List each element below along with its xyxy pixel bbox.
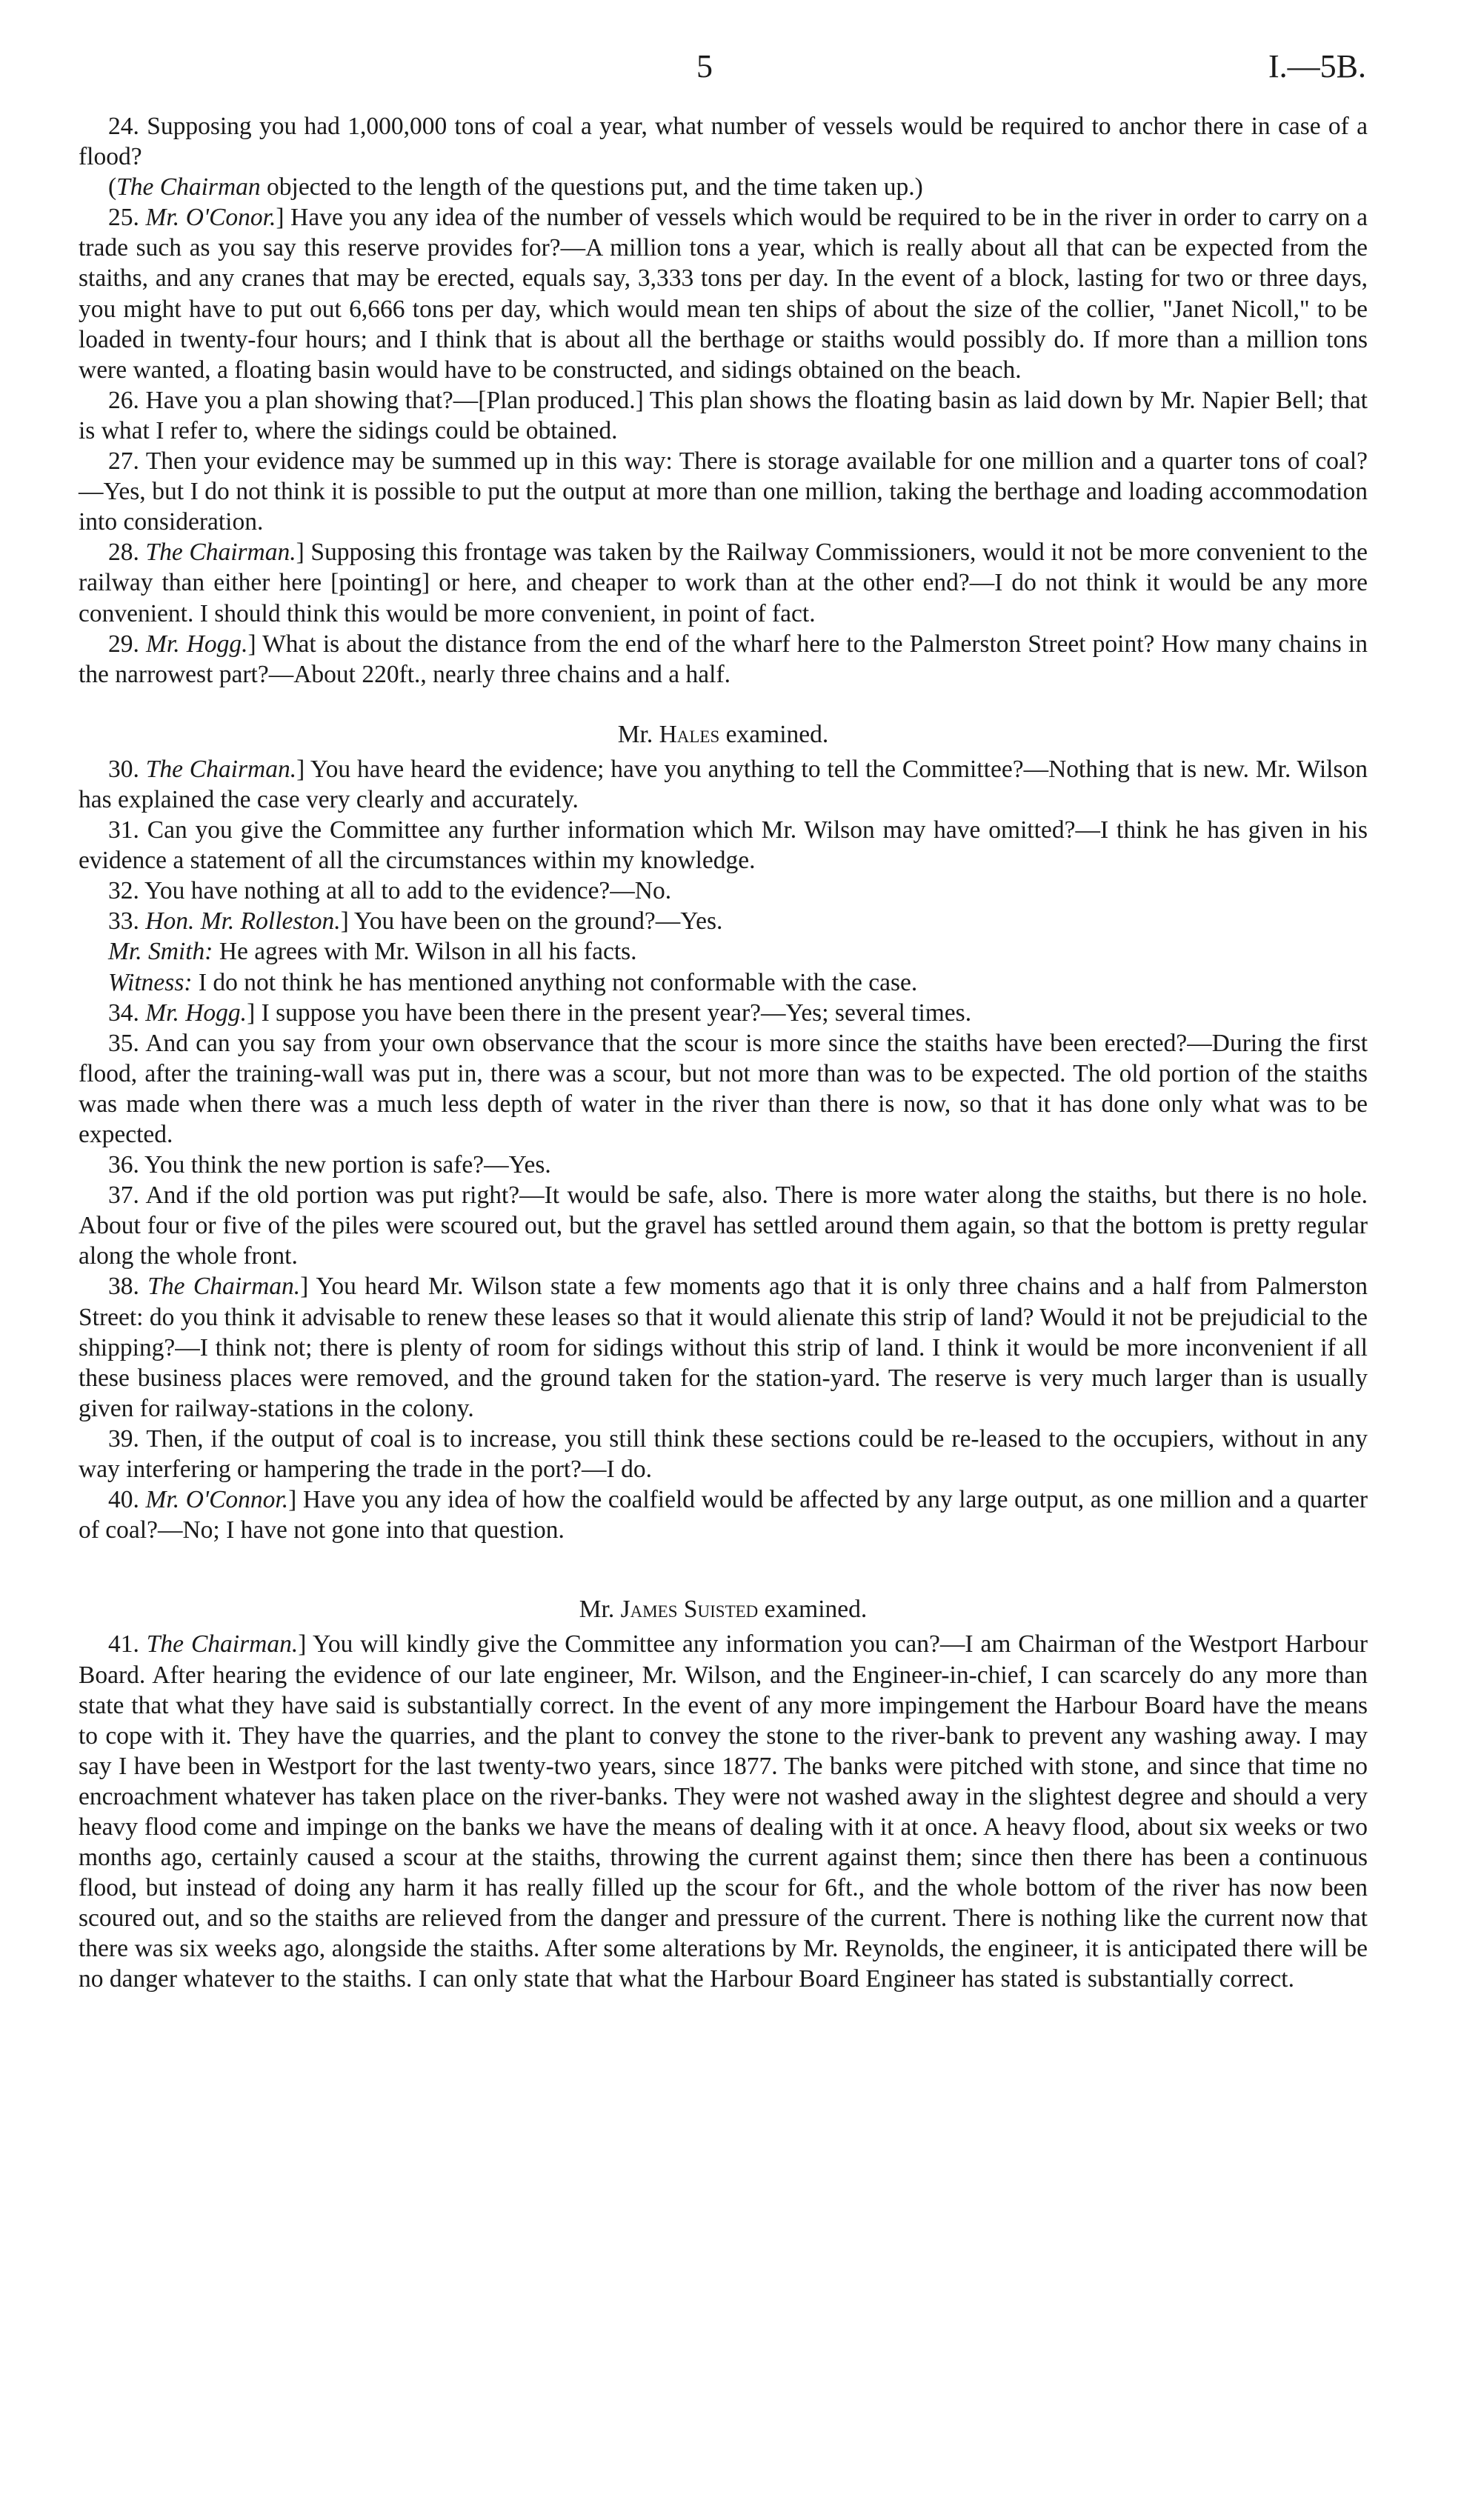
question-number: 36.: [108, 1151, 139, 1179]
paragraph-text: I suppose you have been there in the present year?—Yes; several times.: [261, 999, 972, 1027]
question-number: 24.: [108, 113, 139, 140]
paragraph-text: Supposing you had 1,000,000 tons of coal a year, what number of vessels would be required to anchor there in case of a flood?: [79, 113, 1368, 171]
paragraph-witness: [79, 967, 1368, 998]
paragraph-note: (The Chairman objected to the length of the questions put, and the time taken up.): [108, 173, 923, 201]
question-number: 29.: [108, 630, 139, 658]
paragraph-q38: 38. The Chairman.] You heard Mr. Wilson state a few moments ago that it is only three chains and a half from Palmerston Street: do you think it advisable to renew these leases so that it would alienate this strip of land? Would it not be prejudicial to the shipping?—I think not; there is plenty of room for sidings without this strip of land. I think it would be more inconvenient if all these business places were removed, and the ground taken for the station-yard. The reserve is very much larger than is usually given for railway-stations in the colony.: [79, 1273, 1368, 1422]
section-heading-suisted: Mr. James Suisted examined.: [579, 1596, 868, 1624]
paragraph-q28: 28. The Chairman.] Supposing this frontage was taken by the Railway Commissioners, would it not be more convenient to the railway than either here [pointing] or here, and cheaper to work than at the other end?—I do not think it would be any more convenient. I should think this would be more convenient, in point of fact.: [79, 539, 1368, 627]
paragraph-q36: [79, 1150, 1368, 1180]
speaker-name: Mr. O'Conor.: [145, 204, 276, 232]
paragraph-q26: [79, 385, 1368, 446]
question-number: 40.: [108, 1486, 139, 1514]
speaker-name: The Chairman.: [146, 1630, 299, 1659]
speaker-name: Mr. Hogg.: [145, 630, 248, 658]
paragraph-q40: 40. Mr. O'Connor.] Have you any idea of how the coalfield would be affected by any large output, as one million and a quarter of coal?—No; I have not gone into that question.: [79, 1486, 1368, 1544]
document-body: [79, 111, 1368, 1995]
paragraph-text: Can you give the Committee any further information which Mr. Wilson may have omitted?—I think he has given in his evidence a statement of all the circumstances within my knowledge.: [79, 816, 1368, 875]
speaker-name: Witness:: [108, 968, 193, 996]
paragraph-text: objected to the length of the questions put, and the time taken up.): [267, 173, 923, 201]
paragraph-q41: 41. The Chairman.] You will kindly give the Committee any information you can?—I am Chairman of the Westport Harbour Board. After hearing the evidence of our late engineer, Mr. Wilson, and the Engineer-in-chief, I can scarcely do any more than state that what they have said is substantially correct. In the event of any more impingement the Harbour Board have the means to cope with it. They have the quarries, and the plant to convey the stone to the river-bank to prevent any washing away. I may say I have been in Westport for the last twenty-two years, since 1877. The banks were pitched with stone, and since that time no encroachment whatever has taken place on the river-banks. They were not washed away in the slightest degree and should a very heavy flood come and impinge on the banks we have the means of dealing with it at once. A heavy flood, about six weeks or two months ago, certainly caused a scour at the staiths, throwing the current against them; since then there has been a continuous flood, but instead of doing any harm it has really filled up the scour for 6ft., and the whole bottom of the river has now been scoured out, and so the staiths are relieved from the danger and pressure of the current. There is nothing like the current now that there was six weeks ago, alongside the staiths. After some alterations by Mr. Reynolds, the engineer, it is anticipated there will be no danger whatever to the staiths. I can only state that what the Harbour Board Engineer has stated is substantially correct.: [79, 1630, 1368, 1993]
question-number: 31.: [108, 816, 139, 844]
question-number: 38.: [108, 1273, 139, 1301]
question-number: 30.: [108, 755, 139, 783]
question-number: 39.: [108, 1424, 139, 1453]
paragraph-q27: [79, 446, 1368, 537]
paragraph-text: And can you say from your own observance that the scour is more since the staiths have been erected?—During the first flood, after the training-wall was put in, there was a scour, but not more than was to be expected. The old portion of the staiths was made when there was a much less depth of water in the river than there is now, so that it has done only what was to be expected.: [79, 1029, 1368, 1148]
paragraph-text: You have heard the evidence; have you anything to tell the Committee?—Nothing that is new. Mr. Wilson has explained the case very clearly and accurately.: [79, 755, 1368, 813]
speaker-name: Mr. Hogg.: [145, 999, 247, 1027]
paragraph-text: You think the new portion is safe?—Yes.: [144, 1151, 551, 1179]
paragraph-q31: [79, 815, 1368, 876]
page-number: 5: [696, 48, 713, 84]
paragraph-q32: [79, 876, 1368, 906]
speaker-name: Hon. Mr. Rolleston.: [145, 907, 341, 936]
paragraph-q34: 34. Mr. Hogg.] I suppose you have been there in the present year?—Yes; several times.: [108, 999, 972, 1027]
speaker-name: The Chairman: [116, 173, 261, 201]
question-number: 37.: [108, 1181, 139, 1210]
paragraph-text: Have you any idea of how the coalfield would be affected by any large output, as one million and a quarter of coal?—No; I have not gone into that question.: [79, 1486, 1368, 1544]
paragraph-q33: 33. Hon. Mr. Rolleston.] You have been on the ground?—Yes.: [108, 907, 723, 936]
paragraph-q30: 30. The Chairman.] You have heard the evidence; have you anything to tell the Committee?—Nothing that is new. Mr. Wilson has explained the case very clearly and accurately.: [79, 755, 1368, 813]
speaker-name: Mr. O'Connor.: [145, 1486, 289, 1514]
speaker-name: The Chairman.: [145, 755, 297, 783]
paragraph-text: Then your evidence may be summed up in this way: There is storage available for one million and a quarter tons of coal?—Yes, but I do not think it is possible to put the output at more than one million, taking the berthage and loading accommodation into consideration.: [79, 447, 1368, 536]
paragraph-q29: 29. Mr. Hogg.] What is about the distance from the end of the wharf here to the Palmerston Street point? How many chains in the narrowest part?—About 220ft., nearly three chains and a half.: [79, 630, 1368, 688]
question-number: 33.: [108, 907, 139, 936]
paragraph-q24: [79, 111, 1368, 172]
paragraph-text: Have you a plan showing that?—[Plan produced.] This plan shows the floating basin as laid down by Mr. Napier Bell; that is what I refer to, where the sidings could be obtained.: [79, 386, 1368, 444]
paragraph-text: You will kindly give the Committee any information you can?—I am Chairman of the Westport Harbour Board. After hearing the evidence of our late engineer, Mr. Wilson, and the Engineer-in-chief, I can scarcely do any more than state that what they have said is substantially correct. In the event of any more impingement the Harbour Board have the means to cope with it. They have the quarries, and the plant to convey the stone to the river-bank to prevent any washing away. I may say I have been in Westport for the last twenty-two years, since 1877. The banks were pitched with stone, and since that time no encroachment whatever has taken place on the river-banks. They were not washed away in the slightest degree and should a very heavy flood come and impinge on the banks we have the means of dealing with it at once. A heavy flood, about six weeks or two months ago, certainly caused a scour at the staiths, throwing the current against them; since then there has been a continuous flood, but instead of doing any harm it has really filled up the scour for 6ft., and the whole bottom of the river has now been scoured out, and so the staiths are relieved from the danger and pressure of the current. There is nothing like the current now that there was six weeks ago, alongside the staiths. After some alterations by Mr. Reynolds, the engineer, it is anticipated there will be no danger whatever to the staiths. I can only state that what the Harbour Board Engineer has stated is substantially correct.: [79, 1630, 1368, 1993]
question-number: 34.: [108, 999, 139, 1027]
question-number: 26.: [108, 386, 139, 414]
paragraph-q37: [79, 1180, 1368, 1271]
question-number: 25.: [108, 204, 139, 232]
paragraph-text: And if the old portion was put right?—It would be safe, also. There is more water along the staiths, but there is no hole. About four or five of the piles were scoured out, but the gravel has settled around them again, so that the bottom is pretty regular along the whole front.: [79, 1181, 1368, 1270]
paragraph-text: Then, if the output of coal is to increase, you still think these sections could be re-leased to the occupiers, without in any way interfering or hampering the trade in the port?—I do.: [79, 1424, 1368, 1484]
question-number: 28.: [108, 539, 139, 567]
paragraph-text: Supposing this frontage was taken by the Railway Commissioners, would it not be more convenient to the railway than either here [pointing] or here, and cheaper to work than at the other end?—I do not think it would be any more convenient. I should think this would be more convenient, in point of fact.: [79, 539, 1368, 627]
paragraph-text: You have nothing at all to add to the evidence?—No.: [144, 877, 672, 905]
paragraph-text: You heard Mr. Wilson state a few moments ago that it is only three chains and a half from Palmerston Street: do you think it advisable to renew these leases so that it would alienate this strip of land? Would it not be prejudicial to the shipping?—I think not; there is plenty of room for sidings without this strip of land. I think it would be more inconvenient if all these business places were removed, and the ground taken for the station-yard. The reserve is very much larger than is usually given for railway-stations in the colony.: [79, 1273, 1368, 1422]
paragraph-text: What is about the distance from the end of the wharf here to the Palmerston Street point? How many chains in the narrowest part?—About 220ft., nearly three chains and a half.: [79, 630, 1368, 688]
question-number: 35.: [108, 1029, 139, 1057]
question-number: 41.: [108, 1630, 139, 1659]
paragraph-text: You have been on the ground?—Yes.: [353, 907, 723, 936]
speaker-name: The Chairman.: [147, 1273, 301, 1301]
section-heading-hales: Mr. Hales examined.: [617, 720, 829, 748]
paragraph-q35: [79, 1028, 1368, 1150]
paragraph-text: Have you any idea of the number of vessels which would be required to be in the river in order to carry on a trade such as you say this reserve provides for?—A million tons a year, which is really about all that can be expected from the staiths, and any cranes that may be erected, equals say, 3,333 tons per day. In the event of a block, lasting for two or three days, you might have to put out 6,666 tons per day, which would mean ten ships of about the size of the collier, "Janet Nicoll," to be loaded in twenty-four hours; and I think that is about all the berthage or staiths would possibly do. If more than a million tons were wanted, a floating basin would have to be constructed, and sidings obtained on the beach.: [79, 204, 1368, 384]
paragraph-smith: [79, 936, 1368, 967]
paragraph-text: I do not think he has mentioned anything not conformable with the case.: [198, 968, 918, 996]
page-reference: I.—5B.: [1268, 48, 1366, 84]
speaker-name: Mr. Smith:: [108, 938, 213, 966]
question-number: 27.: [108, 447, 139, 476]
paragraph-text: He agrees with Mr. Wilson in all his facts.: [219, 938, 637, 966]
paragraph-q25: 25. Mr. O'Conor.] Have you any idea of the number of vessels which would be required to be in the river in order to carry on a trade such as you say this reserve provides for?—A million tons a year, which is really about all that can be expected from the staiths, and any cranes that may be erected, equals say, 3,333 tons per day. In the event of a block, lasting for two or three days, you might have to put out 6,666 tons per day, which would mean ten ships of about the size of the collier, "Janet Nicoll," to be loaded in twenty-four hours; and I think that is about all the berthage or staiths would possibly do. If more than a million tons were wanted, a floating basin would have to be constructed, and sidings obtained on the beach.: [79, 204, 1368, 384]
speaker-name: The Chairman.: [145, 539, 296, 567]
paragraph-q39: [79, 1424, 1368, 1484]
question-number: 32.: [108, 877, 139, 905]
